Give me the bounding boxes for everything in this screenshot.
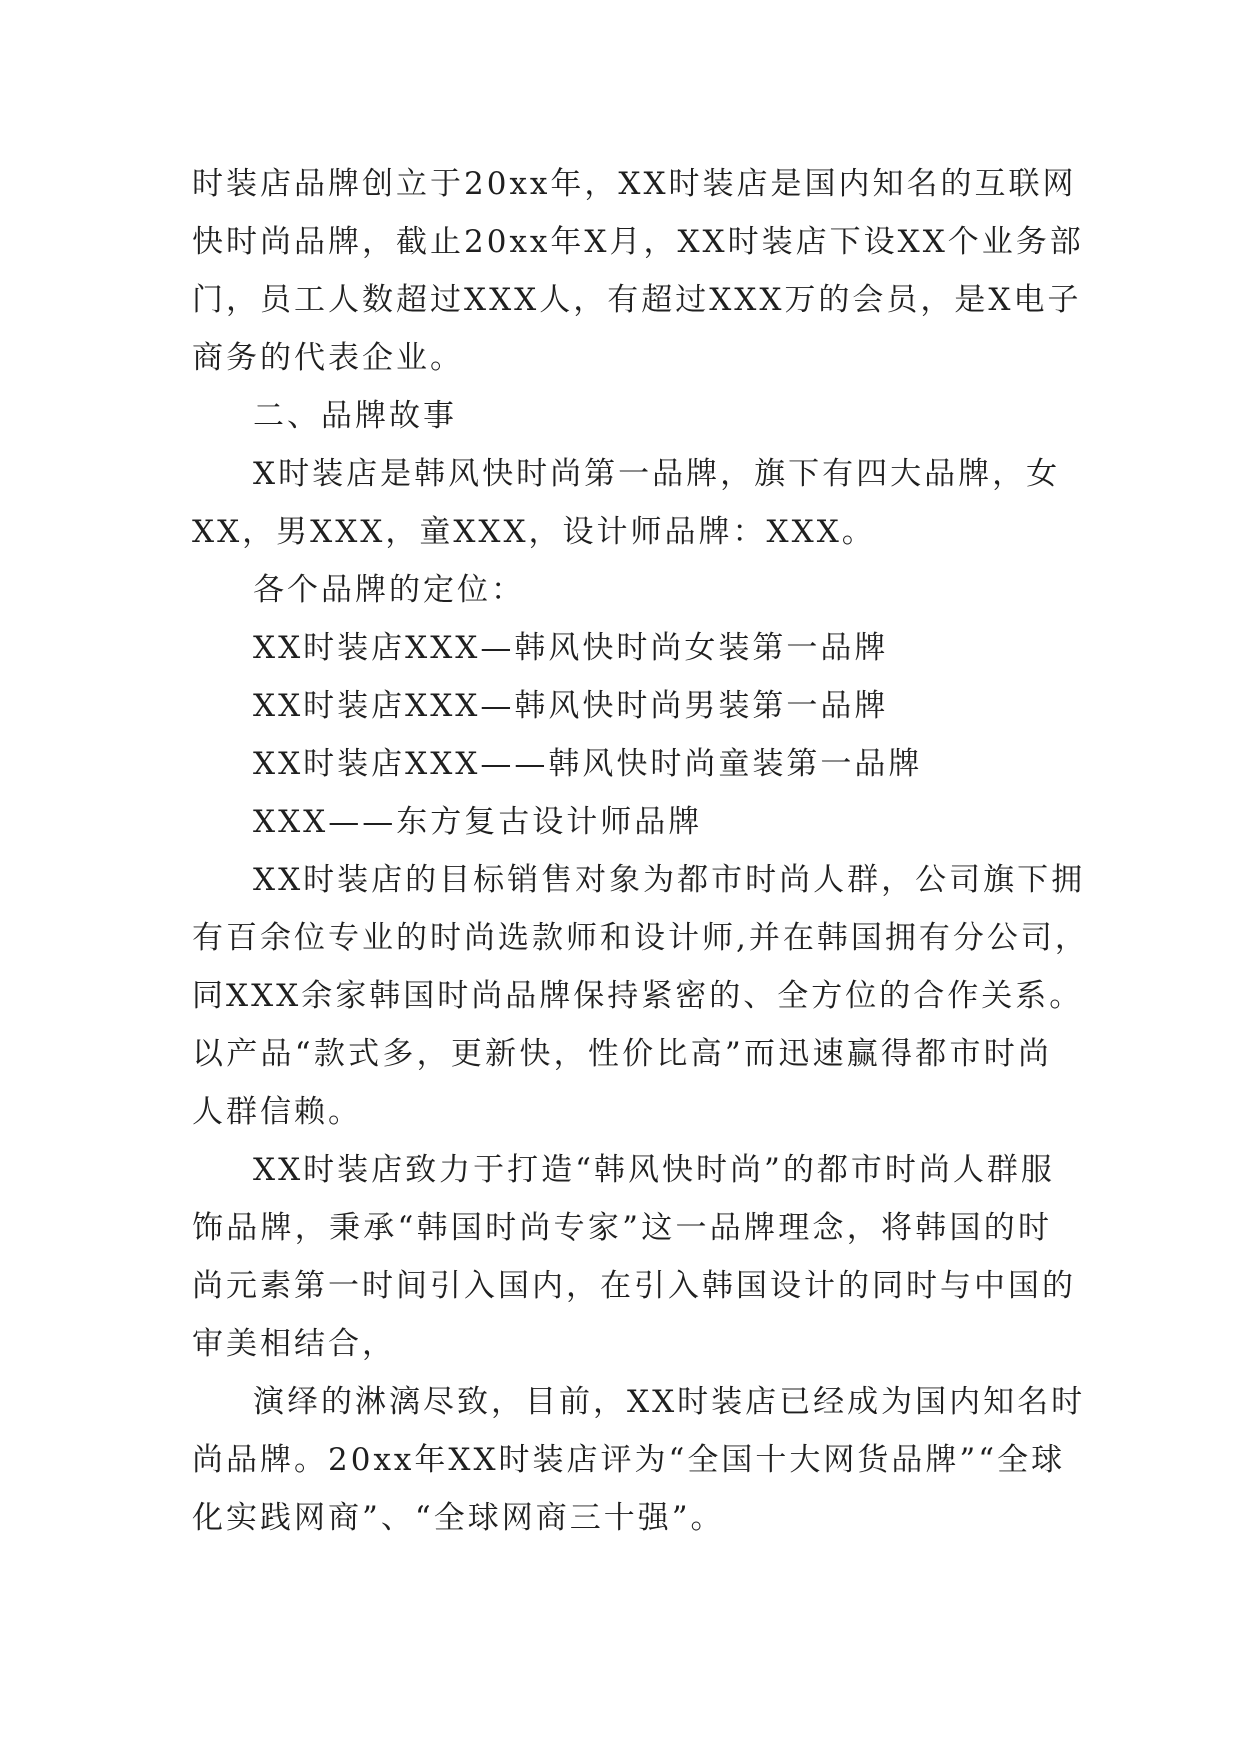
list-item: XX时装店XXX——韩风快时尚童装第一品牌 — [253, 746, 923, 782]
text-line: XX，男XXX，童XXX，设计师品牌：XXX。 — [192, 514, 876, 550]
text-line: 演绎的淋漓尽致，目前，XX时装店已经成为国内知名时 — [253, 1384, 1086, 1420]
list-item: XXX——东方复古设计师品牌 — [253, 804, 703, 840]
text-line: 商务的代表企业。 — [192, 340, 464, 376]
text-line: 饰品牌，秉承“韩国时尚专家”这一品牌理念，将韩国的时 — [192, 1210, 1052, 1246]
text-line: 门，员工人数超过XXX人，有超过XXX万的会员，是X电子 — [192, 282, 1082, 318]
text-line: 时装店品牌创立于20xx年，XX时装店是国内知名的互联网 — [192, 166, 1077, 202]
list-item: XX时装店XXX—韩风快时尚男装第一品牌 — [253, 688, 889, 724]
text-line: 各个品牌的定位： — [253, 572, 525, 608]
text-line: 人群信赖。 — [192, 1094, 362, 1130]
text-line: 同XXX余家韩国时尚品牌保持紧密的、全方位的合作关系。 — [192, 978, 1084, 1014]
text-line: XX时装店的目标销售对象为都市时尚人群，公司旗下拥 — [253, 862, 1086, 898]
text-line: 化实践网商”、“全球网商三十强”。 — [192, 1500, 725, 1536]
text-line: 尚元素第一时间引入国内，在引入韩国设计的同时与中国的 — [192, 1268, 1076, 1304]
text-line: 以产品“款式多，更新快，性价比高”而迅速赢得都市时尚 — [192, 1036, 1052, 1072]
text-line: 快时尚品牌，截止20xx年X月，XX时装店下设XX个业务部 — [192, 224, 1084, 260]
section-heading: 二、品牌故事 — [253, 398, 457, 434]
text-line: 尚品牌。20xx年XX时装店评为“全国十大网货品牌”“全球 — [192, 1442, 1066, 1478]
list-item: XX时装店XXX—韩风快时尚女装第一品牌 — [253, 630, 889, 666]
text-line: 审美相结合， — [192, 1326, 396, 1362]
text-line: X时装店是韩风快时尚第一品牌，旗下有四大品牌，女 — [253, 456, 1061, 492]
text-line: 有百余位专业的时尚选款师和设计师,并在韩国拥有分公司， — [192, 920, 1089, 956]
text-line: XX时装店致力于打造“韩风快时尚”的都市时尚人群服 — [253, 1152, 1055, 1188]
